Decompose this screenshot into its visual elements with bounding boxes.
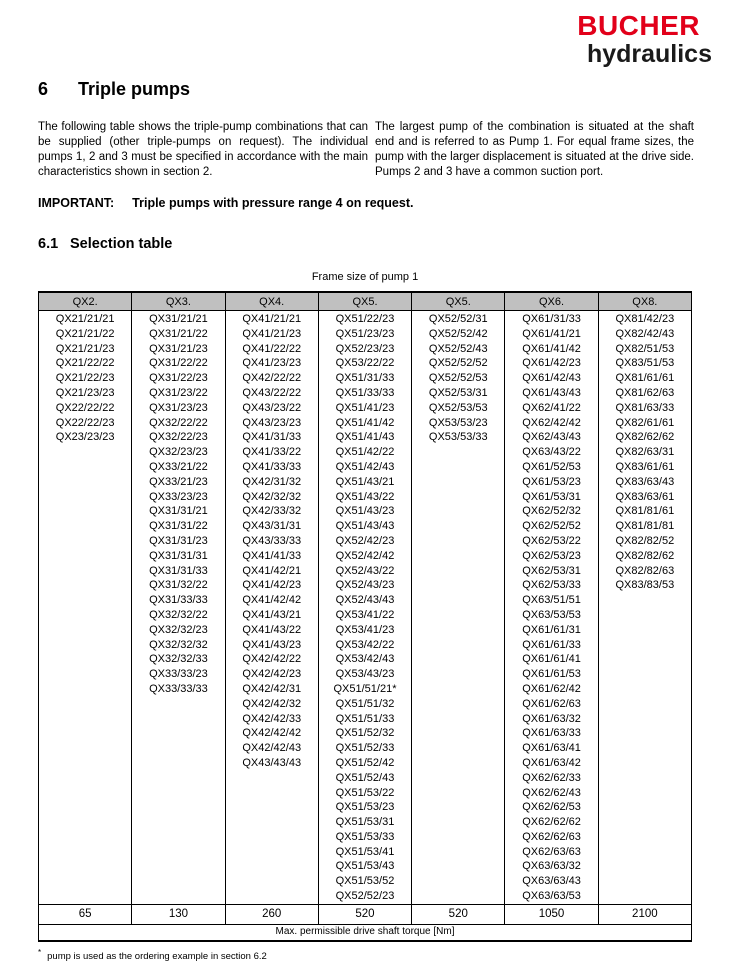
pump-code: QX81/62/63 [615,386,675,399]
pump-code: QX83/61/61 [615,460,675,473]
pump-code: QX61/41/42 [522,342,581,355]
pump-code-column [598,311,691,905]
pump-code: QX51/43/21 [335,475,395,488]
pump-code: QX41/21/21 [242,313,302,325]
pump-code: QX53/53/33 [428,431,488,444]
pump-code: QX83/63/43 [615,475,675,488]
pump-code-column [225,311,318,905]
pump-code: QX42/32/32 [242,490,302,503]
pump-code: QX62/62/43 [522,786,581,799]
pump-code: QX42/42/22 [242,653,302,666]
pump-code: QX51/51/21* [333,682,397,695]
pump-code: QX62/43/43 [522,431,581,444]
pump-code: QX31/21/23 [149,342,208,355]
pump-code: QX53/41/22 [335,608,395,621]
pump-code: QX31/23/23 [149,401,208,414]
subsection-number: 6.1 [38,236,59,252]
pump-code: QX61/62/63 [522,697,581,710]
pump-code: QX32/23/23 [149,446,208,459]
pump-code: QX53/41/23 [335,623,395,636]
pump-code: QX61/53/23 [522,475,581,488]
pump-code-column [318,311,411,905]
pump-code: QX63/53/53 [522,608,581,621]
footnote [38,948,267,962]
pump-code: QX43/43/43 [242,756,302,769]
pump-code: QX82/82/63 [615,564,675,577]
pump-code: QX52/42/42 [335,549,395,562]
pump-code: QX63/51/51 [522,594,581,607]
pump-code: QX33/23/23 [149,490,208,503]
pump-code: QX52/42/23 [335,534,395,547]
pump-code: QX53/42/22 [335,638,395,651]
column-header-cell: QX3. [132,292,225,311]
pump-code: QX61/63/33 [522,727,581,740]
pump-code: QX52/53/53 [428,401,488,414]
intro-text [38,120,694,180]
pump-code: QX61/63/41 [522,742,581,755]
pump-code: QX62/62/62 [522,816,581,829]
pump-code: QX21/22/23 [55,372,115,385]
pump-code: QX51/52/33 [335,742,395,755]
pump-code: QX43/23/22 [242,401,302,414]
torque-row [39,904,692,924]
column-header-cell: QX5. [412,292,505,311]
pump-code: QX61/53/31 [522,490,581,503]
pump-code: QX42/42/43 [242,742,302,755]
pump-code: QX31/31/31 [149,549,208,562]
pump-code: QX52/52/42 [428,327,488,340]
pump-code: QX51/43/43 [335,520,395,533]
pump-code: QX52/52/31 [428,313,488,325]
pump-code: QX52/52/53 [428,372,488,385]
column-header-cell: QX5. [318,292,411,311]
pump-code: QX51/53/31 [335,816,395,829]
pump-code: QX51/43/22 [335,490,395,503]
pump-code: QX52/43/43 [335,594,395,607]
pump-code: QX41/31/33 [242,431,302,444]
subsection-title: Selection table [70,236,173,252]
pump-code: QX41/23/23 [242,357,302,370]
pump-code: QX62/42/42 [522,416,581,429]
pump-code: QX62/62/63 [522,830,581,843]
pump-code: QX43/33/33 [242,534,302,547]
table-caption-row [39,924,692,941]
table-body-row [39,311,692,905]
pump-code: QX61/63/32 [522,712,581,725]
pump-code-column [412,311,505,905]
pump-code: QX62/62/33 [522,771,581,784]
section-number: 6 [38,79,49,99]
pump-code: QX52/43/23 [335,579,395,592]
pump-code: QX53/53/23 [428,416,488,429]
pump-code: QX21/22/22 [55,357,115,370]
important-label: IMPORTANT: [38,196,115,210]
pump-code: QX51/53/43 [335,860,395,873]
pump-code: QX31/21/22 [149,327,208,340]
pump-code: QX62/52/32 [522,505,581,518]
important-note [38,196,413,210]
pump-code: QX52/53/31 [428,386,488,399]
torque-value-cell: 130 [132,904,225,924]
pump-code: QX53/42/43 [335,653,395,666]
torque-value-cell: 2100 [598,904,691,924]
pump-code: QX53/43/23 [335,668,395,681]
pump-code: QX51/41/42 [335,416,395,429]
pump-code: QX61/61/41 [522,653,581,666]
column-header-cell: QX8. [598,292,691,311]
pump-code: QX51/53/33 [335,830,395,843]
pump-code: QX23/23/23 [55,431,115,444]
pump-code: QX61/63/42 [522,756,581,769]
pump-code: QX51/53/52 [335,875,395,888]
pump-code: QX42/33/32 [242,505,302,518]
torque-value-cell: 520 [412,904,505,924]
pump-code: QX82/82/62 [615,549,675,562]
pump-code: QX63/63/53 [522,890,581,903]
pump-code: QX41/41/33 [242,549,302,562]
pump-code: QX61/52/53 [522,460,581,473]
pump-code: QX62/41/22 [522,401,581,414]
pump-code: QX52/52/23 [335,890,395,903]
pump-code: QX51/43/23 [335,505,395,518]
pump-code: QX51/51/33 [335,712,395,725]
pump-code: QX41/42/42 [242,594,302,607]
footnote-marker: * [38,948,42,957]
pump-code: QX41/22/22 [242,342,302,355]
pump-code: QX61/61/33 [522,638,581,651]
pump-code: QX31/23/22 [149,386,208,399]
pump-code: QX61/41/21 [522,327,581,340]
pump-code: QX51/53/23 [335,801,395,814]
pump-code: QX41/43/23 [242,638,302,651]
torque-value-cell: 520 [318,904,411,924]
pump-code: QX62/63/63 [522,845,581,858]
pump-code: QX43/31/31 [242,520,302,533]
pump-code: QX21/21/22 [55,327,115,340]
pump-code: QX52/23/23 [335,342,395,355]
pump-code: QX31/32/22 [149,579,208,592]
pump-code: QX22/22/23 [55,416,115,429]
section-title: Triple pumps [78,79,191,99]
pump-code-column [505,311,598,905]
pump-code: QX22/22/22 [55,401,115,414]
pump-code: QX51/23/23 [335,327,395,340]
pump-code: QX62/62/53 [522,801,581,814]
pump-code: QX21/23/23 [55,386,115,399]
important-text: Triple pumps with pressure range 4 on request. [132,196,414,210]
pump-code: QX51/51/32 [335,697,395,710]
pump-code: QX82/63/31 [615,446,675,459]
pump-code: QX61/42/23 [522,357,581,370]
torque-value-cell: 260 [225,904,318,924]
section-heading [38,79,190,100]
pump-code: QX32/22/22 [149,416,208,429]
pump-code: QX81/63/33 [615,401,675,414]
pump-code: QX41/21/23 [242,327,302,340]
pump-code: QX51/52/43 [335,771,395,784]
pump-code: QX33/21/23 [149,475,208,488]
pump-code: QX31/31/33 [149,564,208,577]
pump-code: QX62/53/23 [522,549,581,562]
pump-code: QX83/51/53 [615,357,675,370]
pump-code: QX62/53/31 [522,564,581,577]
pump-code: QX42/42/31 [242,682,302,695]
pump-code: QX42/31/32 [242,475,302,488]
pump-code: QX41/43/21 [242,608,302,621]
pump-code: QX51/41/23 [335,401,395,414]
pump-code: QX21/21/23 [55,342,115,355]
logo-brand-text: BUCHER [577,10,700,41]
pump-code: QX82/51/53 [615,342,675,355]
pump-code: QX81/42/23 [615,313,675,325]
pump-code: QX61/61/31 [522,623,581,636]
table-caption-bottom: Max. permissible drive shaft torque [Nm] [39,924,692,941]
pump-code: QX53/22/22 [335,357,395,370]
pump-code: QX61/62/42 [522,682,581,695]
pump-code: QX51/22/23 [335,313,395,325]
pump-code: QX32/22/23 [149,431,208,444]
pump-code: QX33/33/33 [149,682,208,695]
pump-code: QX21/21/21 [55,313,115,325]
pump-code: QX31/31/22 [149,520,208,533]
pump-code: QX31/31/23 [149,534,208,547]
pump-code: QX63/63/32 [522,860,581,873]
pump-code: QX41/33/22 [242,446,302,459]
pump-code: QX31/33/33 [149,594,208,607]
logo-sub-text: hydraulics [586,40,712,68]
pump-code-column [39,311,132,905]
pump-code: QX81/61/61 [615,372,675,385]
selection-table [38,291,692,942]
bucher-hydraulics-logo [577,12,712,67]
table-caption-top: Frame size of pump 1 [311,271,419,283]
pump-code: QX32/32/32 [149,638,208,651]
pump-code: QX43/23/23 [242,416,302,429]
pump-code: QX32/32/22 [149,608,208,621]
pump-code: QX81/81/61 [615,505,675,518]
column-header-cell: QX2. [39,292,132,311]
pump-code: QX33/33/23 [149,668,208,681]
pump-code: QX32/32/23 [149,623,208,636]
pump-code-column [132,311,225,905]
pump-code: QX52/52/43 [428,342,488,355]
pump-code: QX51/41/43 [335,431,395,444]
pump-code: QX83/83/53 [615,579,675,592]
pump-code: QX61/43/43 [522,386,581,399]
intro-left-paragraph: The following table shows the triple-pump combinations that can be supplied (other triple-pumps on request). The individual pumps 1, 2 and 3 must be specified in accordance with the main characteristics shown in section 2. [38,121,368,178]
pump-code: QX82/82/52 [615,534,675,547]
column-header-cell: QX4. [225,292,318,311]
pump-code: QX62/52/52 [522,520,581,533]
pump-code: QX63/63/43 [522,875,581,888]
intro-right-paragraph: The largest pump of the combination is situated at the shaft end and is referred to as Pump 1. For equal frame sizes, the pump with the larger displacement is situated at the drive side. Pumps 2 and 3 have a common suction port. [375,121,694,178]
pump-code: QX51/42/43 [335,460,395,473]
torque-value-cell: 65 [39,904,132,924]
pump-code: QX32/32/33 [149,653,208,666]
pump-code: QX51/52/42 [335,756,395,769]
pump-code: QX31/22/22 [149,357,208,370]
pump-code: QX41/43/22 [242,623,302,636]
pump-code: QX51/53/22 [335,786,395,799]
pump-code: QX63/43/22 [522,446,581,459]
pump-code: QX42/42/32 [242,697,302,710]
pump-code: QX42/22/22 [242,372,302,385]
pump-code: QX82/42/43 [615,327,675,340]
pump-code: QX43/22/22 [242,386,302,399]
pump-code: QX62/53/22 [522,534,581,547]
pump-code: QX61/31/33 [522,313,581,325]
pump-code: QX61/42/43 [522,372,581,385]
pump-code: QX41/42/23 [242,579,302,592]
subsection-heading [38,236,172,252]
pump-code: QX33/21/22 [149,460,208,473]
pump-code: QX31/21/21 [149,313,208,325]
pump-code: QX42/42/42 [242,727,302,740]
column-header-cell: QX6. [505,292,598,311]
pump-code: QX31/22/23 [149,372,208,385]
pump-code: QX51/52/32 [335,727,395,740]
pump-code: QX52/43/22 [335,564,395,577]
pump-code: QX62/53/33 [522,579,581,592]
pump-code: QX41/42/21 [242,564,302,577]
pump-code: QX51/53/41 [335,845,395,858]
pump-code: QX61/61/53 [522,668,581,681]
pump-code: QX31/31/21 [149,505,208,518]
pump-code: QX82/61/61 [615,416,675,429]
pump-code: QX41/33/33 [242,460,302,473]
pump-code: QX81/81/81 [615,520,675,533]
pump-code: QX51/33/33 [335,386,395,399]
pump-code: QX83/63/61 [615,490,675,503]
pump-code: QX42/42/33 [242,712,302,725]
pump-code: QX51/31/33 [335,372,395,385]
table-header-row [39,292,692,311]
pump-code: QX42/42/23 [242,668,302,681]
pump-code: QX52/52/52 [428,357,488,370]
pump-code: QX82/62/62 [615,431,675,444]
footnote-text: pump is used as the ordering example in section 6.2 [47,951,267,963]
torque-value-cell: 1050 [505,904,598,924]
pump-code: QX51/42/22 [335,446,395,459]
